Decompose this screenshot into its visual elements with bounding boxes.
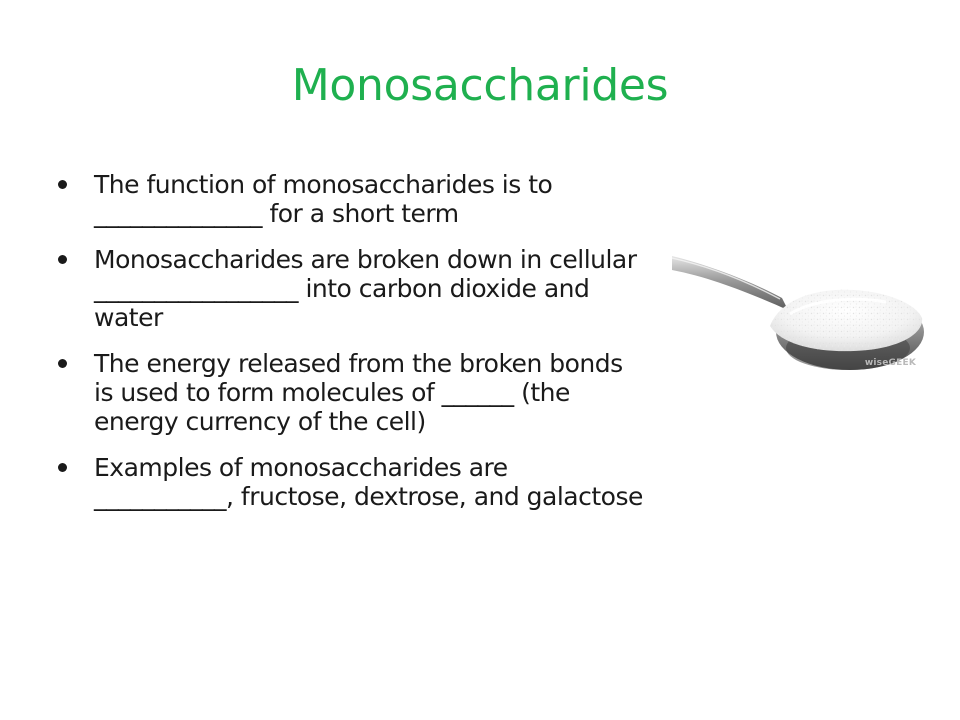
sugar-spoon-image [672, 252, 924, 378]
bullet-item [58, 349, 648, 436]
bullet-text: Monosaccharides are broken down in cellular _________________ into carbon dioxide and water [94, 245, 644, 332]
bullet-item [58, 453, 648, 511]
bullet-text: Examples of monosaccharides are ___________, fructose, dextrose, and galactose [94, 453, 643, 511]
bullet-list [58, 170, 648, 528]
bullet-dot-icon [58, 359, 67, 368]
bullet-dot-icon [58, 180, 67, 189]
bullet-text: The energy released from the broken bonds is used to form molecules of ______ (the energy currency of the cell) [94, 349, 631, 436]
bullet-text: The function of monosaccharides is to ______________ for a short term [94, 170, 560, 228]
bullet-item [58, 170, 648, 228]
bullet-dot-icon [58, 255, 67, 264]
slide-title: Monosaccharides [291, 60, 669, 111]
bullet-item [58, 245, 648, 332]
image-watermark: wiseGEEK [864, 358, 916, 368]
bullet-dot-icon [58, 463, 67, 472]
